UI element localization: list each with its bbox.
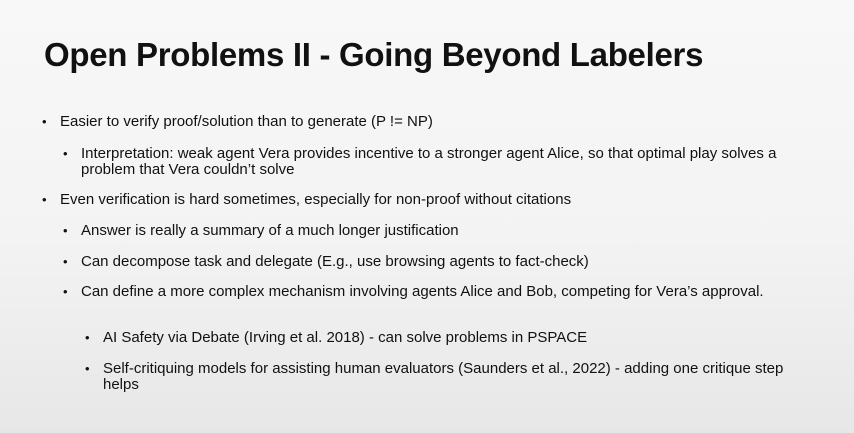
bullet-decompose-delegate <box>63 254 823 270</box>
bullet-marker: • <box>85 330 90 345</box>
bullet-self-critiquing <box>85 361 815 393</box>
bullet-marker: • <box>63 223 68 238</box>
bullet-verification-hard <box>42 192 822 208</box>
bullet-text: Easier to verify proof/solution than to generate (P != NP) <box>60 113 433 130</box>
bullet-marker: • <box>42 192 47 207</box>
bullet-marker: • <box>63 146 68 161</box>
bullet-text: Self-critiquing models for assisting human evaluators (Saunders et al., 2022) - adding one critique step helps <box>103 360 784 393</box>
bullet-complex-mechanism <box>63 284 823 300</box>
bullet-marker: • <box>63 254 68 269</box>
bullet-text: Answer is really a summary of a much longer justification <box>81 222 459 239</box>
bullet-text: Can decompose task and delegate (E.g., use browsing agents to fact-check) <box>81 253 589 270</box>
bullet-answer-summary <box>63 223 823 239</box>
bullet-interpretation <box>63 146 823 178</box>
bullet-text: AI Safety via Debate (Irving et al. 2018) - can solve problems in PSPACE <box>103 329 588 346</box>
bullet-marker: • <box>42 114 47 129</box>
bullet-text: Interpretation: weak agent Vera provides incentive to a stronger agent Alice, so that optimal play solves a problem that Vera couldn’t solve <box>81 145 777 178</box>
bullet-marker: • <box>63 284 68 299</box>
bullet-marker: • <box>85 361 90 376</box>
bullet-ai-safety-debate <box>85 330 815 346</box>
bullet-list <box>0 114 854 414</box>
bullet-text: Can define a more complex mechanism involving agents Alice and Bob, competing for Vera’s approval. <box>81 283 764 300</box>
slide-title: Open Problems II - Going Beyond Labelers <box>44 36 704 73</box>
bullet-text: Even verification is hard sometimes, especially for non-proof without citations <box>60 191 572 208</box>
bullet-verification-easier <box>42 114 822 130</box>
